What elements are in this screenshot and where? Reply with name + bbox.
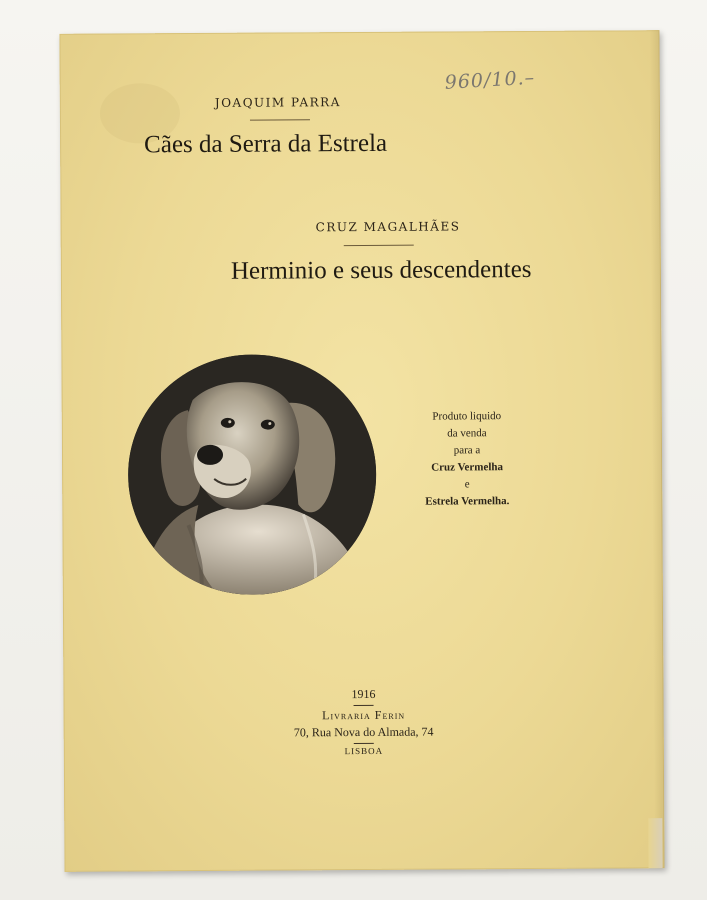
note-line: da venda xyxy=(447,427,487,440)
title-caes-serra-estrela: Cães da Serra da Estrela xyxy=(144,129,388,159)
imprint-address: 70, Rua Nova do Almada, 74 xyxy=(293,724,434,740)
imprint-rule xyxy=(354,743,374,744)
imprint-publisher: Livraria Ferin xyxy=(322,707,406,723)
note-line: e xyxy=(464,478,470,491)
handwritten-price-note: 960/10.– xyxy=(444,66,536,94)
author-rule xyxy=(250,119,310,120)
note-estrela-vermelha: Estrela Vermelha. xyxy=(425,495,510,508)
dog-portrait-illustration xyxy=(127,354,376,596)
dog-portrait xyxy=(127,354,376,596)
imprint-year: 1916 xyxy=(351,686,376,702)
author-rule xyxy=(344,245,414,246)
booklet-cover xyxy=(59,30,664,872)
imprint-city: LISBOA xyxy=(344,745,384,757)
corner-wear xyxy=(648,818,662,868)
note-line: para a xyxy=(453,444,481,457)
note-line: Produto liquido xyxy=(432,410,502,423)
author-cruz-magalhaes: CRUZ MAGALHÃES xyxy=(315,219,461,235)
title-herminio-descendentes: Herminio e seus descendentes xyxy=(230,255,532,285)
note-cruz-vermelha: Cruz Vermelha xyxy=(431,461,504,474)
proceeds-note xyxy=(387,408,548,511)
imprint-rule xyxy=(354,705,374,706)
author-joaquim-parra: JOAQUIM PARRA xyxy=(214,95,341,110)
